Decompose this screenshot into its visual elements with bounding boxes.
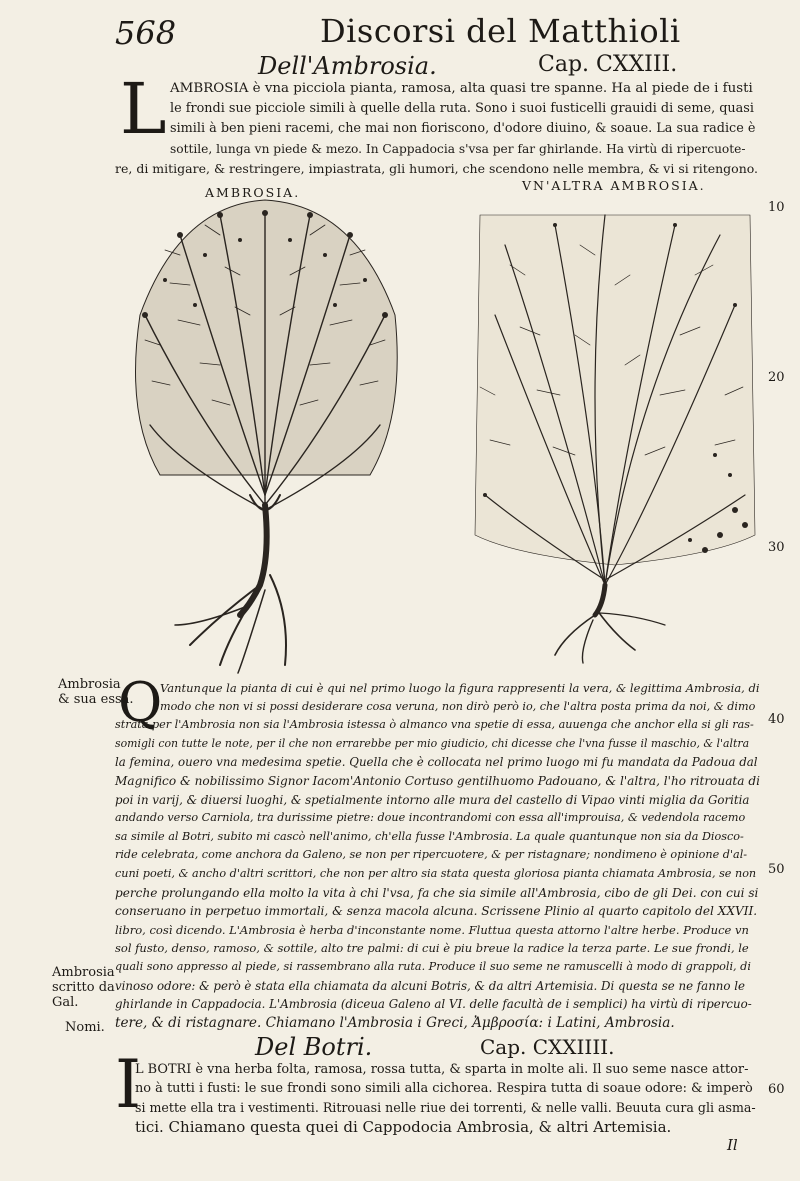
chapter2-text-line: no à tutti i fusti: le sue frondi sono simili alla cichorea. Respira tutta di soaue odore: & imperò — [135, 1081, 753, 1096]
commentary-line: somigli con tutte le note, per il che non errarebbe per mio giudicio, chi dicesse che l'vna fusse il maschio, & l'altra — [115, 736, 750, 750]
margin-note: Ambrosia — [52, 965, 115, 980]
commentary-line: la femina, ouero vna medesima spetie. Quella che è collocata nel primo luogo mi fu mandata da Padoua dal — [115, 755, 758, 770]
commentary-line: conseruano in perpetuo immortali, & senza macola alcuna. Scrissene Plinio al quarto capitolo del XXVII. — [115, 904, 758, 919]
commentary-line: cuni poeti, & ancho d'altri scrittori, che non per altro sia stata questa gloriosa pianta chiamata Ambrosia, se non — [115, 867, 757, 880]
chapter-text-line: AMBROSIA è vna picciola pianta, ramosa, alta quasi tre spanne. Ha al piede de i fusti — [170, 81, 753, 96]
commentary-line: tere, & di ristagnare. Chiamano l'Ambrosia i Greci, Ἀμβροσία: i Latini, Ambrosia. — [115, 1014, 675, 1031]
drop-cap-q: Q — [118, 671, 163, 734]
page-number: 568 — [115, 14, 177, 52]
margin-note: Nomi. — [65, 1020, 105, 1035]
commentary-line: strata per l'Ambrosia non sia l'Ambrosia istessa ò almanco vna spetie di essa, auuenga che anchor ella si gli ras- — [115, 718, 754, 732]
commentary-line: poi in varij, & diuersi luoghi, & spetialmente intorno alle mura del castello di Vipao vinti miglia da Goritia — [115, 792, 750, 807]
chapter2-text-line: tici. Chiamano questa quei di Cappodocia Ambrosia, & altri Artemisia. — [135, 1118, 672, 1136]
catchword: Il — [727, 1136, 738, 1154]
commentary-line: ghirlande in Cappadocia. L'Ambrosia (diceua Galeno al VI. delle facultà de i semplici) ha virtù di ripercuo- — [115, 997, 752, 1012]
commentary-line: sol fusto, denso, ramoso, & sottile, alto tre palmi: di cui è piu breue la radice la terza parte. Le sue frondi, le — [115, 941, 749, 956]
margin-note: Ambrosia — [58, 677, 121, 692]
commentary-line: ride celebrata, come anchora da Galeno, se non per ripercuotere, & per ristagnare; nondimeno è opinione d'al- — [115, 848, 748, 862]
chapter2-text-line: si mette ella tra i vestimenti. Ritrouasi nelle riue dei torrenti, & nelle valli. Beuuta cura gli asma- — [135, 1100, 756, 1115]
running-title: Discorsi del Matthioli — [320, 12, 681, 50]
commentary-line: sa simile al Botri, subito mi cascò nell'animo, ch'ella fusse l'Ambrosia. La quale quantunque non sia da Diosco- — [115, 829, 744, 843]
margin-note: scritto da — [52, 980, 115, 995]
chapter-number: Cap. CXXIII. — [538, 52, 678, 77]
figure-label-left: AMBROSIA. — [205, 185, 301, 200]
chapter-text-line: sottile, lunga vn piede & mezo. In Cappadocia s'vsa per far ghirlande. Ha virtù di ripercuote- — [170, 142, 746, 156]
drop-cap-i: I — [115, 1046, 142, 1123]
margin-note: Gal. — [52, 995, 79, 1010]
ambrosia-woodcut-right — [465, 195, 765, 665]
margin-note: & sua essa. — [58, 692, 134, 707]
commentary-line: modo che non vi si possi desiderare cosa veruna, non dirò però io, che l'altra posta prima da noi, & dimo — [160, 699, 756, 713]
commentary-line: vinoso odore: & però è stata ella chiamata da alcuni Botris, & da altri Artemisia. Di questa se ne fanno le — [115, 978, 746, 993]
chapter2-number: Cap. CXXIIII. — [480, 1035, 615, 1059]
line-number: 60 — [768, 1082, 785, 1097]
chapter-text-line: simili à ben pieni racemi, che mai non fioriscono, d'odore diuino, & soaue. La sua radice è — [170, 121, 756, 136]
line-number: 40 — [768, 712, 785, 727]
chapter2-text-line: L BOTRI è vna herba folta, ramosa, rossa tutta, & sparta in molte ali. Il suo seme nasce attor- — [135, 1062, 749, 1077]
chapter-text-line: le frondi sue picciole simili à quelle della ruta. Sono i suoi fusticelli grauidi di seme, quasi — [170, 101, 754, 116]
line-number: 20 — [768, 370, 785, 385]
commentary-line: libro, così dicendo. L'Ambrosia è herba d'inconstante nome. Fluttua questa attorno l'altre herbe. Produce vn — [115, 922, 749, 937]
commentary-line: Vantunque la pianta di cui è qui nel primo luogo la figura rappresenti la vera, & legittima Ambrosia, di — [160, 681, 760, 695]
line-number: 10 — [768, 200, 785, 215]
commentary-line: perche prolungando ella molto la vita à chi l'vsa, fa che sia simile all'Ambrosia, cibo de gli Dei. con cui si — [115, 885, 759, 900]
figure-label-right: VN'ALTRA AMBROSIA. — [522, 178, 706, 193]
chapter-title: Dell'Ambrosia. — [258, 52, 437, 80]
ambrosia-woodcut-left — [120, 195, 410, 675]
drop-cap-l: L — [120, 68, 167, 150]
commentary-line: Magnifico & nobilissimo Signor Iacom'Antonio Cortuso gentilhuomo Padouano, & l'altra, l'ho ritrouata di — [115, 774, 760, 788]
line-number: 50 — [768, 862, 785, 877]
chapter-text-line: re, di mitigare, & restringere, impiastrata, gli humori, che scendono nelle membra, & vi si ritengono. — [115, 161, 759, 176]
commentary-line: andando verso Carniola, tra durissime pietre: doue incontrandomi con essa all'improuisa, & vedendola racemo — [115, 811, 746, 825]
chapter2-title: Del Botri. — [255, 1033, 373, 1061]
commentary-line: quali sono appresso al piede, si rassembrano alla ruta. Produce il suo seme ne ramuscelli à modo di grappoli, di — [115, 960, 751, 973]
line-number: 30 — [768, 540, 785, 555]
